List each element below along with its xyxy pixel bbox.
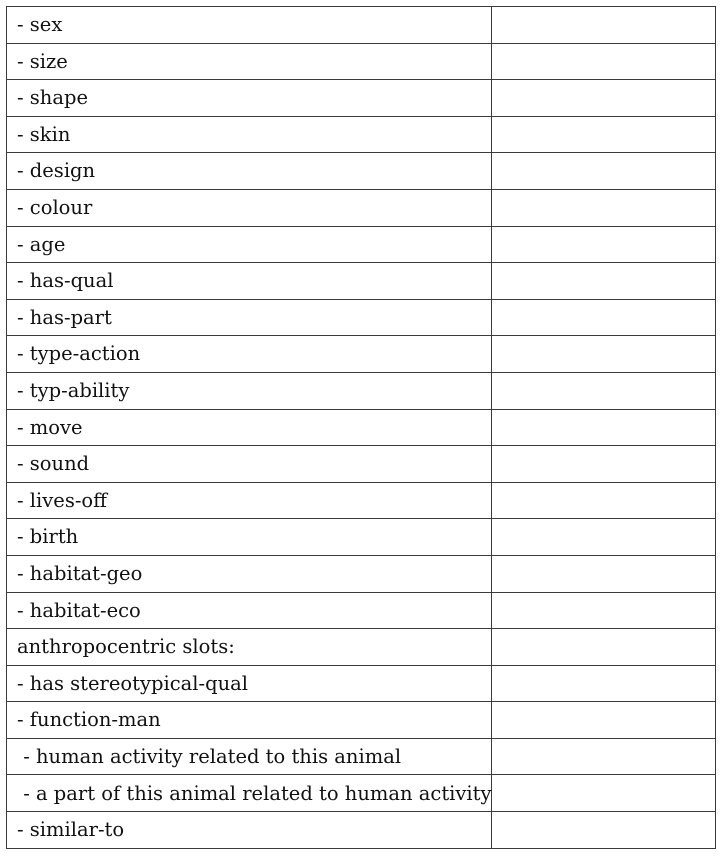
slot-value <box>492 80 716 117</box>
table-row <box>7 7 716 44</box>
slot-value <box>492 812 716 849</box>
table-row <box>7 812 716 849</box>
slot-label: - function-man <box>7 702 492 739</box>
slot-value <box>492 702 716 739</box>
table-row <box>7 409 716 446</box>
slot-value <box>492 43 716 80</box>
slot-label: - age <box>7 226 492 263</box>
table-row <box>7 775 716 812</box>
slot-value <box>492 482 716 519</box>
table-row <box>7 738 716 775</box>
table-row <box>7 299 716 336</box>
slot-label: - human activity related to this animal <box>7 738 492 775</box>
slot-value <box>492 336 716 373</box>
table-row <box>7 519 716 556</box>
section-row-anthropocentric <box>7 629 716 666</box>
slot-label: - size <box>7 43 492 80</box>
slot-label: - move <box>7 409 492 446</box>
slot-label: - sex <box>7 7 492 44</box>
slot-label: - shape <box>7 80 492 117</box>
table-row <box>7 372 716 409</box>
slot-label: - design <box>7 153 492 190</box>
slot-value <box>492 592 716 629</box>
slot-value <box>492 299 716 336</box>
table-row <box>7 189 716 226</box>
table-row <box>7 592 716 629</box>
slot-label: - similar-to <box>7 812 492 849</box>
slot-table <box>6 6 716 849</box>
slot-value <box>492 153 716 190</box>
slot-value <box>492 738 716 775</box>
slot-label: - habitat-eco <box>7 592 492 629</box>
slot-value <box>492 116 716 153</box>
slot-value <box>492 189 716 226</box>
slot-value <box>492 665 716 702</box>
slot-label: - typ-ability <box>7 372 492 409</box>
slot-value <box>492 775 716 812</box>
slot-label: - habitat-geo <box>7 555 492 592</box>
slot-label: - sound <box>7 446 492 483</box>
slot-value <box>492 555 716 592</box>
slot-value <box>492 629 716 666</box>
table-row <box>7 665 716 702</box>
table-row <box>7 43 716 80</box>
table-row <box>7 702 716 739</box>
slot-label: - has-qual <box>7 263 492 300</box>
slot-value <box>492 263 716 300</box>
slot-value <box>492 372 716 409</box>
table-row <box>7 116 716 153</box>
slot-label: - skin <box>7 116 492 153</box>
slot-value <box>492 7 716 44</box>
slot-label: - has-part <box>7 299 492 336</box>
slot-value <box>492 519 716 556</box>
slot-label: - a part of this animal related to human activity <box>7 775 492 812</box>
section-label: anthropocentric slots: <box>7 629 492 666</box>
slot-value <box>492 446 716 483</box>
table-row <box>7 482 716 519</box>
slot-label: - has stereotypical-qual <box>7 665 492 702</box>
slot-value <box>492 226 716 263</box>
table-row <box>7 555 716 592</box>
table-row <box>7 446 716 483</box>
table-row <box>7 226 716 263</box>
slot-table-body <box>7 7 716 849</box>
table-row <box>7 153 716 190</box>
table-row <box>7 263 716 300</box>
table-row <box>7 336 716 373</box>
slot-value <box>492 409 716 446</box>
slot-label: - lives-off <box>7 482 492 519</box>
slot-label: - birth <box>7 519 492 556</box>
table-row <box>7 80 716 117</box>
slot-label: - colour <box>7 189 492 226</box>
slot-label: - type-action <box>7 336 492 373</box>
